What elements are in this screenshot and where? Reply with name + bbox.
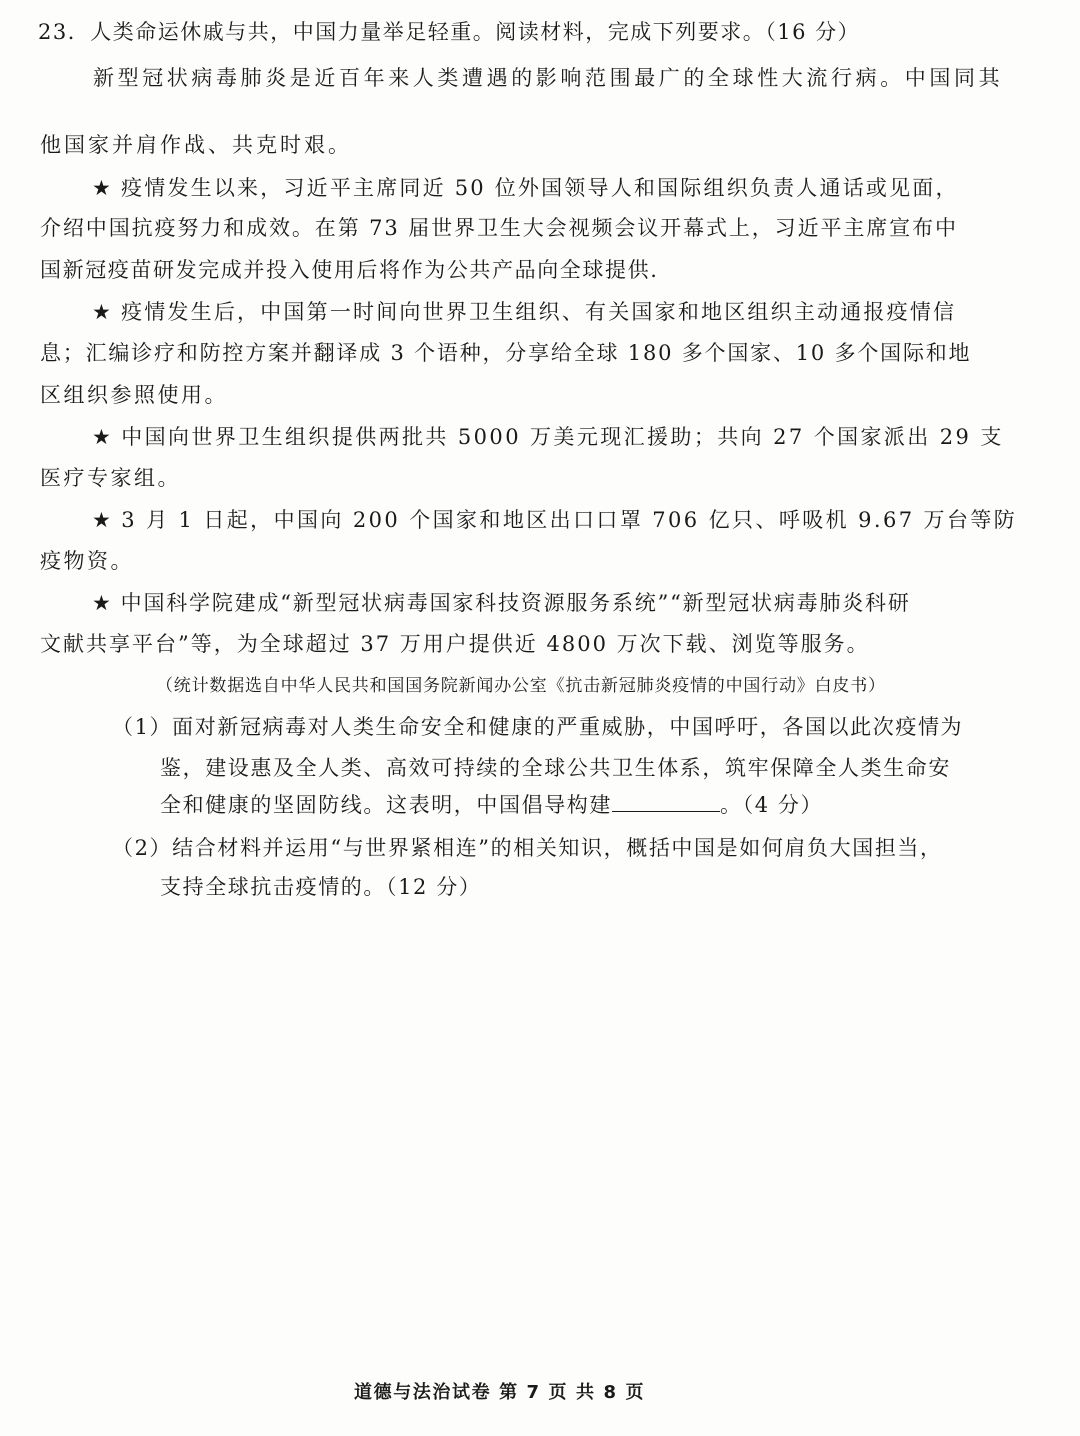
bullet-1-line-2: 介绍中国抗疫努力和成效。在第 73 届世界卫生大会视频会议开幕式上，习近平主席宣布中 bbox=[40, 216, 958, 240]
star-icon: ★ bbox=[92, 425, 114, 449]
bullet-5-line-1: ★ 中国科学院建成“新型冠状病毒国家科技资源服务系统”“新型冠状病毒肺炎科研 bbox=[92, 591, 911, 615]
page-footer: 道德与法治试卷 第 7 页 共 8 页 bbox=[354, 1382, 646, 1403]
subquestion-2-line-1: （2）结合材料并运用“与世界紧相连”的相关知识，概括中国是如何肩负大国担当， bbox=[112, 836, 943, 860]
bullet-1-line-3: 国新冠疫苗研发完成并投入使用后将作为公共产品向全球提供. bbox=[40, 258, 659, 282]
bullet-4-line-2: 疫物资。 bbox=[40, 549, 134, 573]
bullet-2-line-3: 区组织参照使用。 bbox=[40, 383, 228, 407]
bullet-2-line-1: ★ 疫情发生后，中国第一时间向世界卫生组织、有关国家和地区组织主动通报疫情信 bbox=[92, 300, 957, 324]
star-icon: ★ bbox=[92, 591, 113, 615]
intro-line-2: 他国家并肩作战、共克时艰。 bbox=[40, 133, 352, 157]
bullet-1-line-1: ★ 疫情发生以来，习近平主席同近 50 位外国领导人和国际组织负责人通话或见面， bbox=[92, 176, 959, 200]
subquestion-1-line-2: 鉴，建设惠及全人类、高效可持续的全球公共卫生体系，筑牢保障全人类生命安 bbox=[160, 756, 951, 780]
bullet-3-line-1: ★ 中国向世界卫生组织提供两批共 5000 万美元现汇援助；共向 27 个国家派出 29 支 bbox=[92, 425, 1004, 449]
bullet-3-line-2: 医疗专家组。 bbox=[40, 466, 181, 490]
answer-blank bbox=[612, 791, 720, 812]
star-icon: ★ bbox=[92, 508, 114, 532]
subquestion-1-line-3: 全和健康的坚固防线。这表明，中国倡导构建 。（4 分） bbox=[160, 793, 824, 817]
bullet-5-line-2: 文献共享平台”等，为全球超过 37 万用户提供近 4800 万次下载、浏览等服务。 bbox=[40, 632, 870, 656]
intro-line-1: 新型冠状病毒肺炎是近百年来人类遭遇的影响范围最广的全球性大流行病。中国同其 bbox=[93, 66, 1004, 90]
question-title: 23．人类命运休戚与共，中国力量举足轻重。阅读材料，完成下列要求。（16 分） bbox=[38, 20, 861, 44]
bullet-4-line-1: ★ 3 月 1 日起，中国向 200 个国家和地区出口口罩 706 亿只、呼吸机 9.67 万台等防 bbox=[92, 508, 1018, 532]
bullet-2-line-2: 息；汇编诊疗和防控方案并翻译成 3 个语种，分享给全球 180 多个国家、10 多个国际和地 bbox=[40, 341, 972, 365]
data-source-note: （统计数据选自中华人民共和国国务院新闻办公室《抗击新冠肺炎疫情的中国行动》白皮书） bbox=[156, 676, 886, 696]
subquestion-2-line-2: 支持全球抗击疫情的。（12 分） bbox=[160, 875, 482, 899]
subquestion-1-line-1: （1）面对新冠病毒对人类生命安全和健康的严重威胁，中国呼吁，各国以此次疫情为 bbox=[112, 715, 964, 739]
star-icon: ★ bbox=[92, 300, 114, 324]
star-icon: ★ bbox=[92, 176, 114, 200]
